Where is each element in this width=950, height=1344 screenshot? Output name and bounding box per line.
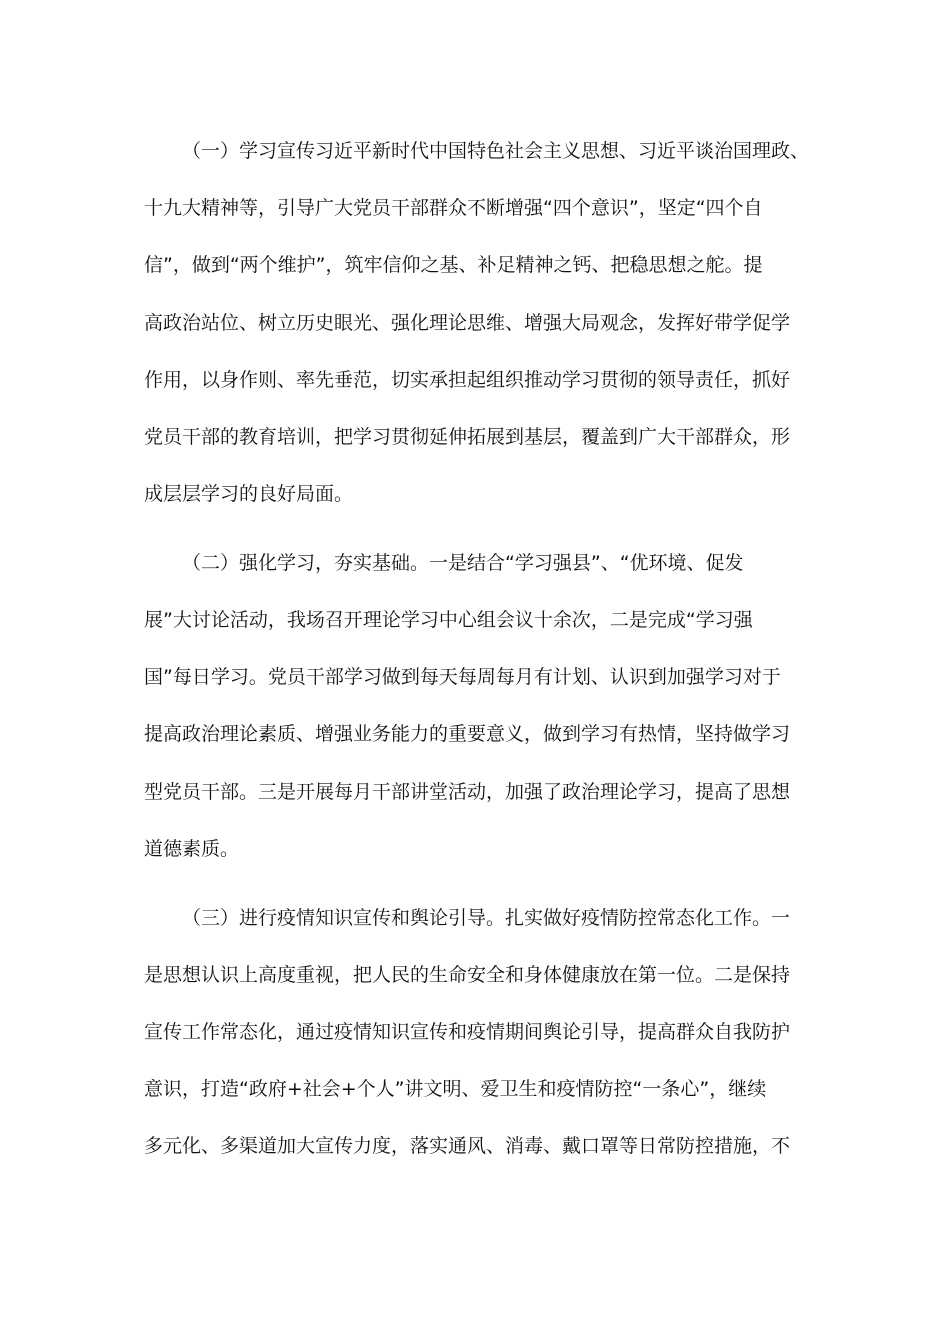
paragraph-3-line-5: 多元化、多渠道加大宣传力度，落实通风、消毒、戴口罩等日常防控措施，不	[144, 1135, 791, 1157]
paragraph-3-line-3: 宣传工作常态化，通过疫情知识宣传和疫情期间舆论引导，提高群众自我防护	[144, 1021, 791, 1043]
paragraph-3-line-4: 意识，打造“政府+社会+个人”讲文明、爱卫生和疫情防控“一条心”，继续	[144, 1078, 767, 1100]
paragraph-2-line-5: 型党员干部。三是开展每月干部讲堂活动，加强了政治理论学习，提高了思想	[144, 781, 791, 803]
paragraph-1-line-6: 党员干部的教育培训，把学习贯彻延伸拓展到基层，覆盖到广大干部群众，形	[144, 426, 791, 448]
paragraph-1-line-1: （一）学习宣传习近平新时代中国特色社会主义思想、习近平谈治国理政、	[182, 140, 810, 162]
paragraph-1-line-3: 信”，做到“两个维护”，筑牢信仰之基、补足精神之钙、把稳思想之舵。提	[144, 254, 763, 276]
paragraph-2-line-1: （二）强化学习，夯实基础。一是结合“学习强县”、“优环境、促发	[182, 552, 744, 574]
paragraph-3-line-2: 是思想认识上高度重视，把人民的生命安全和身体健康放在第一位。二是保持	[144, 964, 791, 986]
paragraph-1-line-5: 作用，以身作则、率先垂范，切实承担起组织推动学习贯彻的领导责任，抓好	[144, 369, 791, 391]
paragraph-2-line-3: 国”每日学习。党员干部学习做到每天每周每月有计划、认识到加强学习对于	[144, 666, 781, 688]
paragraph-1-line-2: 十九大精神等，引导广大党员干部群众不断增强“四个意识”，坚定“四个自	[144, 197, 763, 219]
paragraph-2-line-4: 提高政治理论素质、增强业务能力的重要意义，做到学习有热情，坚持做学习	[144, 723, 791, 745]
paragraph-2-line-6: 道德素质。	[144, 838, 240, 860]
paragraph-1-line-4: 高政治站位、树立历史眼光、强化理论思维、增强大局观念，发挥好带学促学	[144, 312, 791, 334]
paragraph-1-line-7: 成层层学习的良好局面。	[144, 483, 354, 505]
paragraph-2-line-2: 展”大讨论活动，我场召开理论学习中心组会议十余次，二是完成“学习强	[144, 609, 753, 631]
paragraph-3-line-1: （三）进行疫情知识宣传和舆论引导。扎实做好疫情防控常态化工作。一	[182, 907, 791, 929]
